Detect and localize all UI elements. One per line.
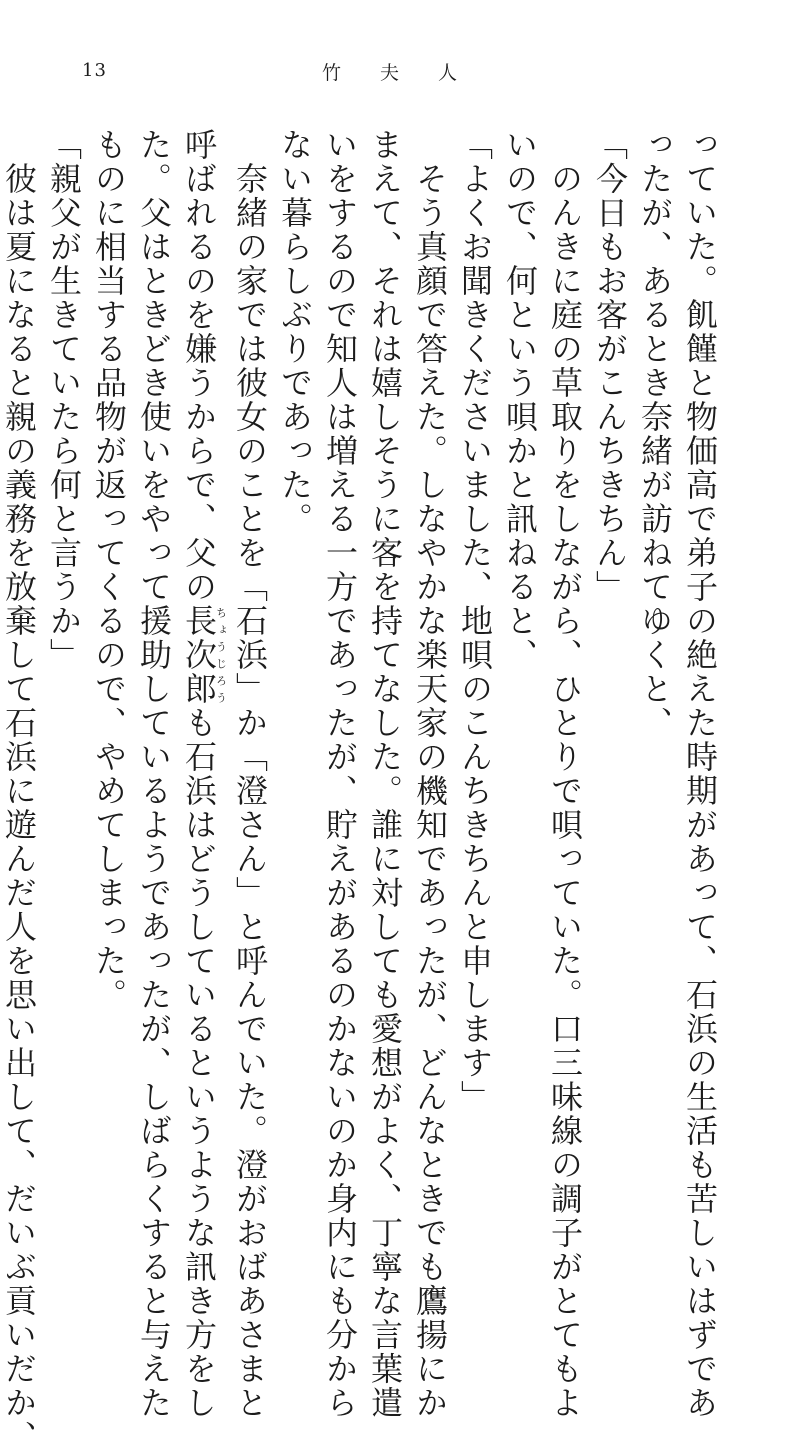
dialogue-line: 「よくお聞きくださいました、地唄のこんちきちんと申します」 — [456, 128, 494, 1114]
text-line: ない暮らしぶりであった。 — [276, 128, 314, 536]
dialogue-line: 「今日もお客がこんちきちん」 — [591, 128, 629, 604]
text-line: まえて、それは嬉しそうに客を持てなした。誰に対しても愛想がよく、丁寧な言葉遣 — [366, 128, 404, 1420]
text-line: そう真顔で答えた。しなやかな楽天家の機知であったが、どんなときでも鷹揚にか — [411, 162, 449, 1420]
dialogue-line: 「親父が生きていたら何と言うか」 — [45, 128, 83, 672]
text-line: いをするので知人は増える一方であったが、貯えがあるのかないのか身内にも分から — [321, 128, 359, 1420]
ruby-reading: ちょうじろう — [214, 604, 228, 706]
text-line: いので、何という唄かと訊ねると、 — [501, 128, 539, 672]
text-line: のんきに庭の草取りをしながら、ひとりで唄っていた。口三味線の調子がとてもよ — [546, 162, 584, 1420]
running-head-char: 竹 — [322, 62, 342, 84]
text-line: 彼は夏になると親の義務を放棄して石浜に遊んだ人を思い出して、だいぶ貢いだか、 — [0, 162, 38, 1454]
text-line — [176, 128, 228, 1420]
ruby-base: 長次郎 — [180, 604, 218, 706]
text-line: ったが、あるとき奈緒が訪ねてゆくと、 — [636, 128, 674, 740]
ruby-name — [180, 604, 228, 706]
page-number: 13 — [82, 60, 107, 81]
running-head — [322, 58, 496, 85]
text-line: 奈緒の家では彼女のことを「石浜」か「澄さん」と呼んでいた。澄がおばあさまと — [231, 162, 269, 1420]
text-segment: も石浜はどうしているというような訊き方をし — [180, 706, 218, 1420]
text-line: た。父はときどき使いをやって援助しているようであったが、しばらくすると与えた — [135, 128, 173, 1420]
text-segment: 呼ばれるのを嫌うからで、父の — [180, 128, 218, 604]
text-line: ものに相当する品物が返ってくるので、やめてしまった。 — [90, 128, 128, 1012]
running-head-char: 人 — [438, 62, 458, 84]
text-line: っていた。飢饉と物価高で弟子の絶えた時期があって、石浜の生活も苦しいはずであ — [681, 128, 719, 1420]
running-head-char: 夫 — [380, 62, 400, 84]
body-text — [0, 128, 722, 1454]
